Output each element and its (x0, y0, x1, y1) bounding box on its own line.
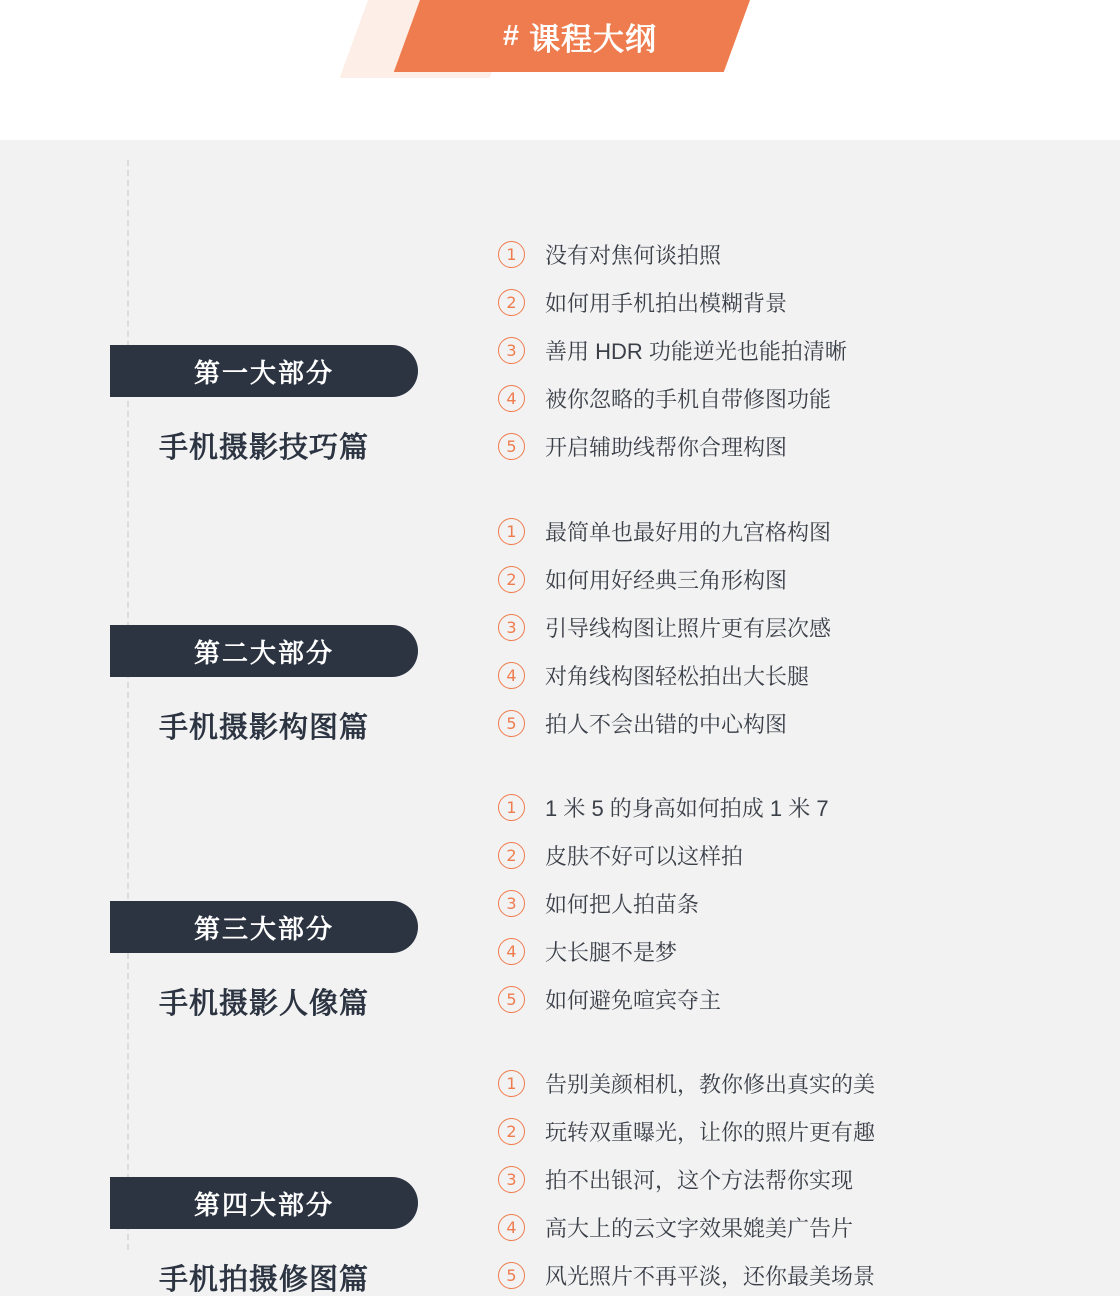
section-lesson-list (498, 230, 847, 470)
list-item[interactable] (498, 783, 829, 831)
section-lesson-list (498, 783, 829, 1023)
section-heading-group (110, 625, 440, 746)
lesson-title: 风光照片不再平淡，还你最美场景 (545, 1263, 876, 1289)
lesson-title: 引导线构图让照片更有层次感 (545, 615, 832, 641)
list-item[interactable] (498, 1251, 875, 1296)
lesson-title: 玩转双重曝光，让你的照片更有趣 (545, 1119, 876, 1145)
lesson-title: 如何用好经典三角形构图 (545, 567, 788, 593)
section-heading-group (110, 1177, 440, 1296)
list-item[interactable] (498, 651, 831, 699)
lesson-number-badge: 2 (498, 289, 525, 316)
lesson-title: 没有对焦何谈拍照 (545, 242, 722, 268)
lesson-number-badge: 2 (498, 566, 525, 593)
section-subtitle: 手机拍摄修图篇 (158, 1264, 369, 1296)
lesson-number-badge: 1 (498, 241, 525, 268)
section-heading-group (110, 901, 440, 1022)
section-lesson-list (498, 1059, 875, 1296)
lesson-number-badge: 5 (498, 986, 525, 1013)
section-subtitle: 手机摄影技巧篇 (158, 432, 369, 464)
lesson-number-badge: 2 (498, 842, 525, 869)
lesson-title: 善用 HDR 功能逆光也能拍清晰 (545, 338, 847, 364)
lesson-number-badge: 4 (498, 1214, 525, 1241)
lesson-title: 告别美颜相机，教你修出真实的美 (545, 1071, 876, 1097)
list-item[interactable] (498, 975, 829, 1023)
list-item[interactable] (498, 326, 847, 374)
lesson-title: 开启辅助线帮你合理构图 (545, 434, 788, 460)
section-tag-label: 第一大部分 (193, 357, 334, 388)
section-heading-group (110, 345, 440, 466)
lesson-number-badge: 3 (498, 614, 525, 641)
section-tag (110, 345, 418, 397)
lesson-title: 如何避免喧宾夺主 (545, 987, 722, 1013)
lesson-number-badge: 4 (498, 385, 525, 412)
lesson-title: 拍人不会出错的中心构图 (545, 711, 788, 737)
lesson-title: 皮肤不好可以这样拍 (545, 843, 744, 869)
list-item[interactable] (498, 1203, 875, 1251)
list-item[interactable] (498, 507, 831, 555)
lesson-title: 对角线构图轻松拍出大长腿 (545, 663, 810, 689)
section-tag (110, 1177, 418, 1229)
lesson-number-badge: 5 (498, 1262, 525, 1289)
list-item[interactable] (498, 555, 831, 603)
lesson-title: 如何把人拍苗条 (545, 891, 700, 917)
lesson-number-badge: 4 (498, 662, 525, 689)
section-tag (110, 901, 418, 953)
list-item[interactable] (498, 422, 847, 470)
hash-icon: # (502, 19, 521, 52)
lesson-number-badge: 1 (498, 518, 525, 545)
section-tag-label: 第四大部分 (193, 1189, 334, 1220)
page-title (420, 0, 740, 72)
list-item[interactable] (498, 1155, 875, 1203)
lesson-title: 最简单也最好用的九宫格构图 (545, 519, 832, 545)
section-subtitle: 手机摄影人像篇 (158, 988, 369, 1020)
list-item[interactable] (498, 1059, 875, 1107)
section-tag-label: 第三大部分 (193, 913, 334, 944)
list-item[interactable] (498, 374, 847, 422)
list-item[interactable] (498, 879, 829, 927)
lesson-number-badge: 3 (498, 337, 525, 364)
lesson-title: 被你忽略的手机自带修图功能 (545, 386, 832, 412)
lesson-title: 1 米 5 的身高如何拍成 1 米 7 (545, 795, 829, 821)
lesson-number-badge: 3 (498, 1166, 525, 1193)
section-lesson-list (498, 507, 831, 747)
page-title-text: 课程大纲 (529, 21, 658, 57)
lesson-number-badge: 4 (498, 938, 525, 965)
lesson-number-badge: 5 (498, 710, 525, 737)
lesson-number-badge: 1 (498, 794, 525, 821)
lesson-number-badge: 3 (498, 890, 525, 917)
section-subtitle: 手机摄影构图篇 (158, 712, 369, 744)
page-header (0, 0, 1120, 140)
list-item[interactable] (498, 230, 847, 278)
list-item[interactable] (498, 831, 829, 879)
lesson-title: 大长腿不是梦 (545, 939, 678, 965)
list-item[interactable] (498, 278, 847, 326)
list-item[interactable] (498, 927, 829, 975)
lesson-title: 拍不出银河，这个方法帮你实现 (545, 1167, 854, 1193)
section-tag (110, 625, 418, 677)
lesson-title: 高大上的云文字效果媲美广告片 (545, 1215, 854, 1241)
outline-panel (0, 140, 1120, 1296)
lesson-title: 如何用手机拍出模糊背景 (545, 290, 788, 316)
list-item[interactable] (498, 603, 831, 651)
lesson-number-badge: 5 (498, 433, 525, 460)
section-tag-label: 第二大部分 (193, 637, 334, 668)
lesson-number-badge: 1 (498, 1070, 525, 1097)
list-item[interactable] (498, 1107, 875, 1155)
lesson-number-badge: 2 (498, 1118, 525, 1145)
list-item[interactable] (498, 699, 831, 747)
